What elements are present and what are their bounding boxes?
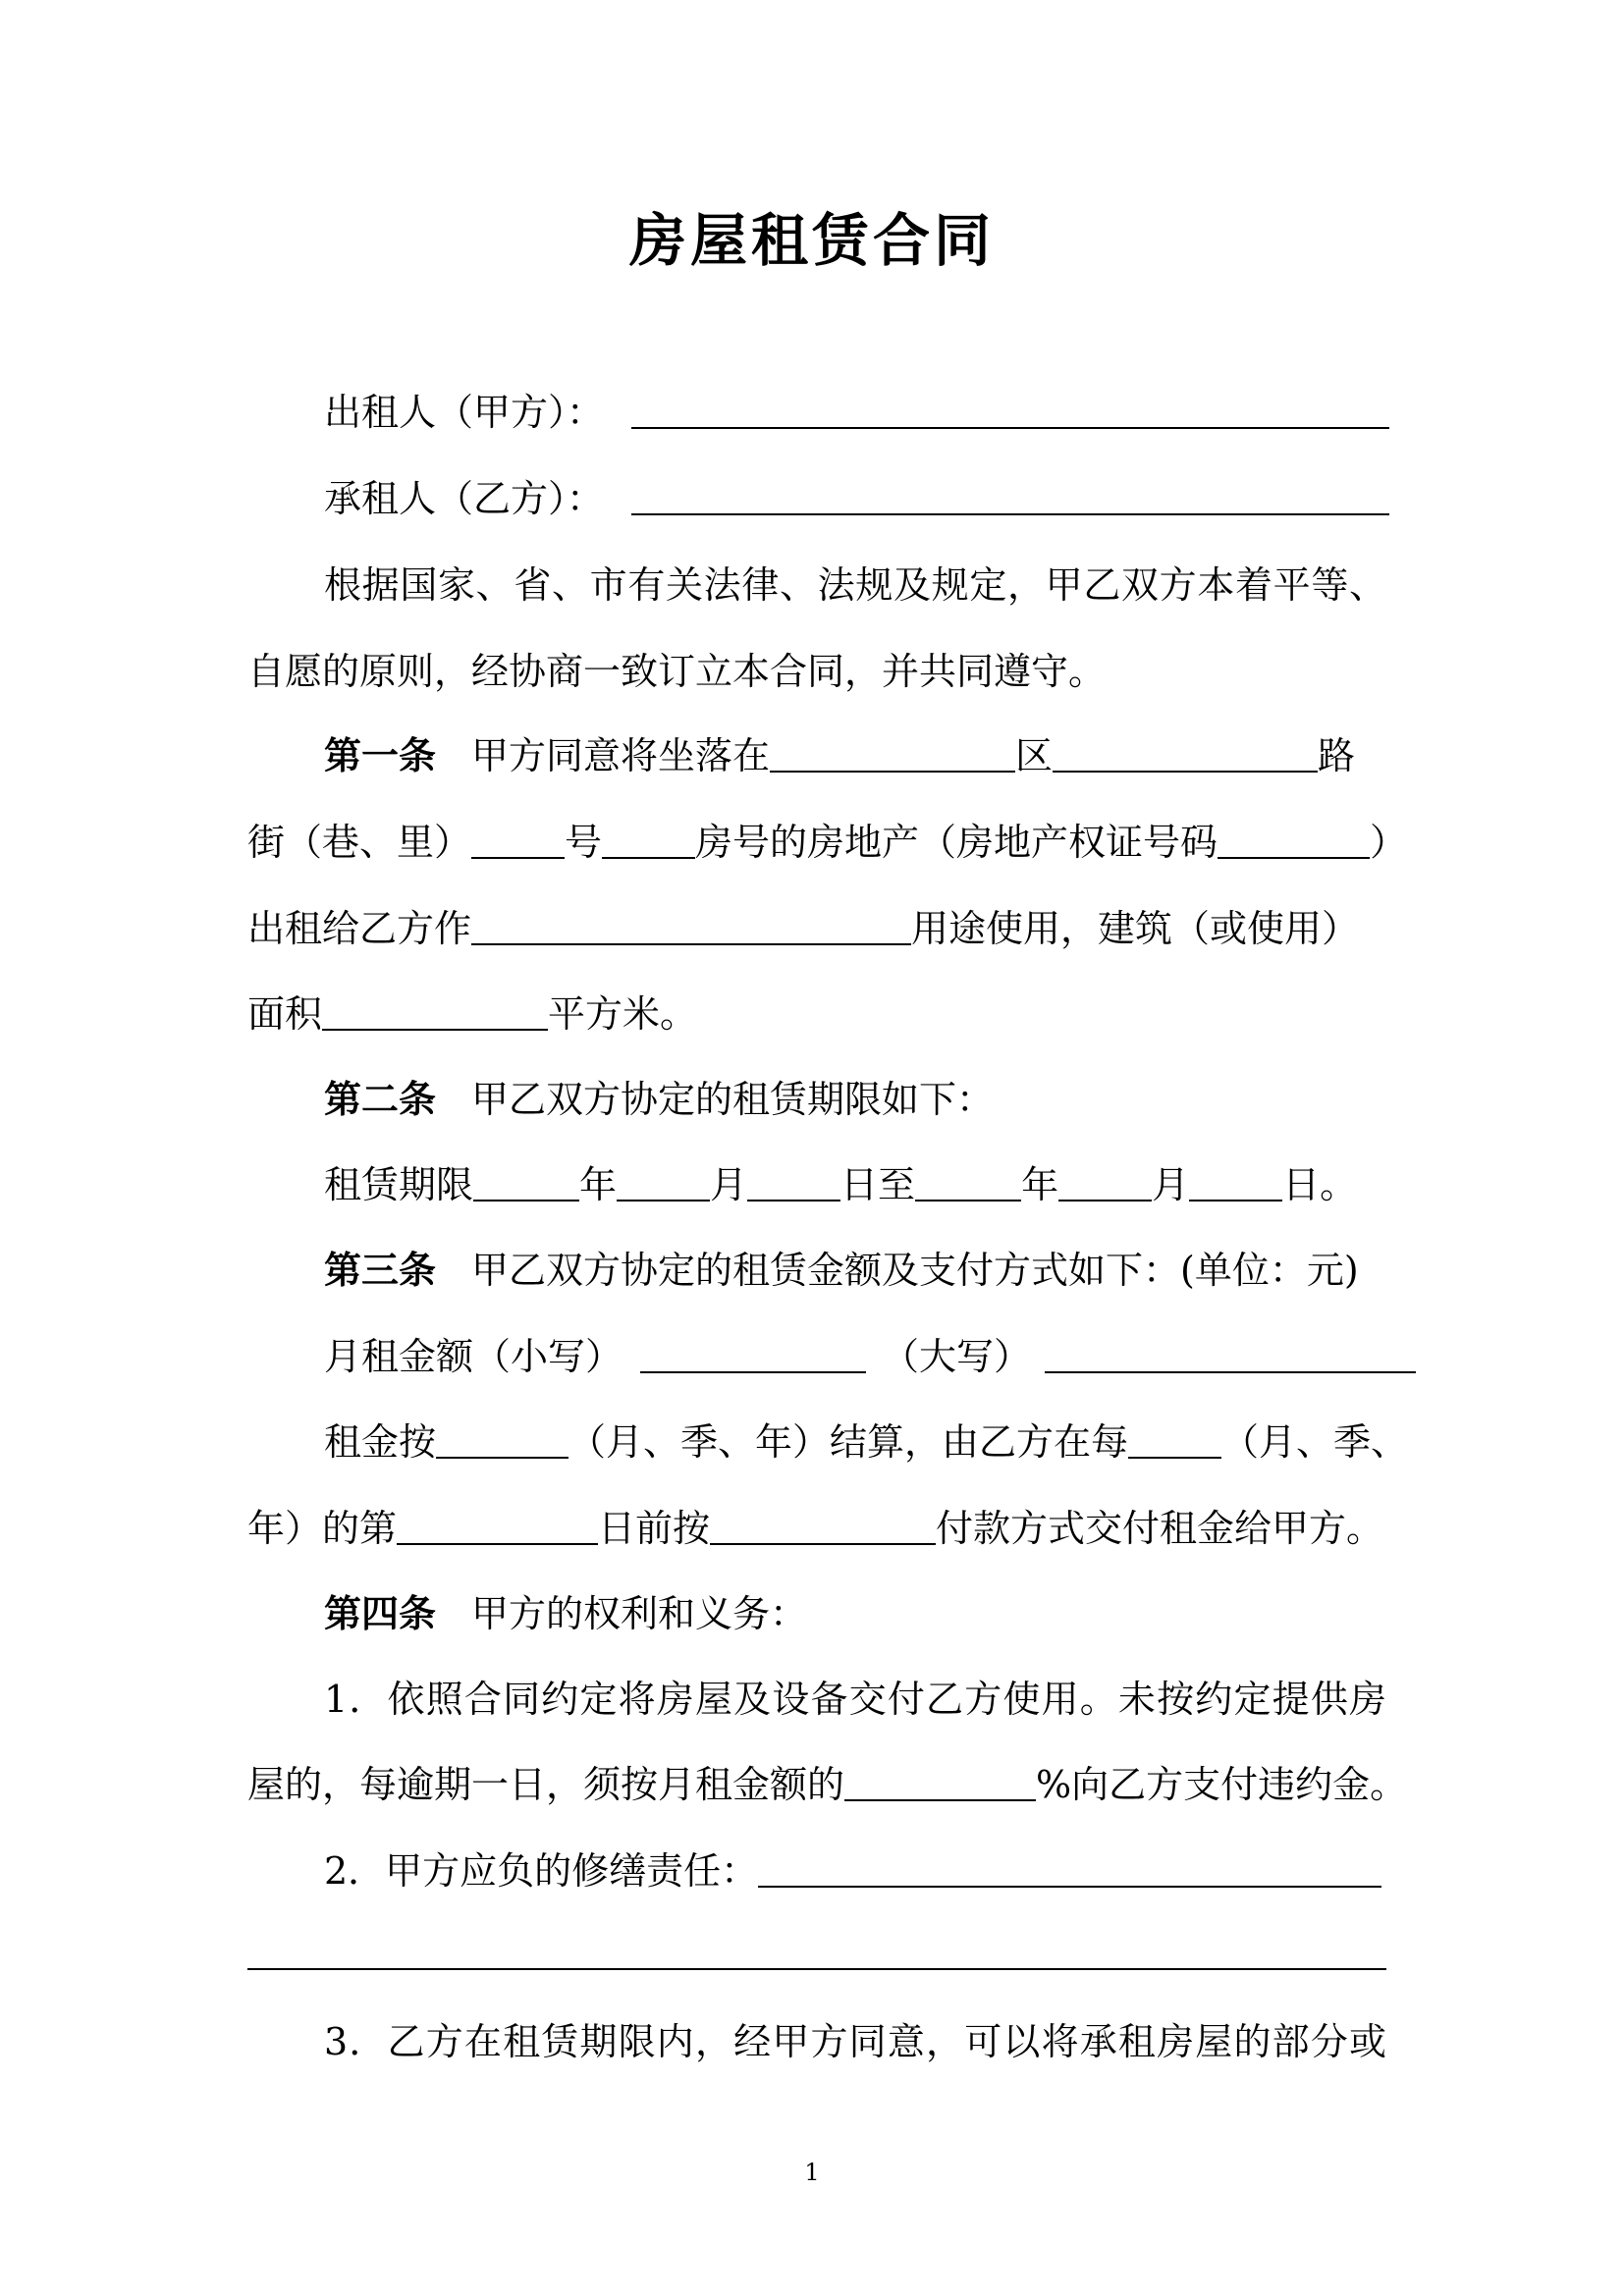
area-unit: 平方米。 <box>548 992 698 1036</box>
article1-line-3 <box>247 899 1386 958</box>
lessee-line <box>324 469 1386 528</box>
payment-line-1 <box>324 1413 1409 1471</box>
lessor-label: 出租人（甲方）： <box>324 391 605 434</box>
closing-paren: ） <box>1370 821 1408 864</box>
article2-line-1 <box>324 1070 1386 1129</box>
article4-item1-line1: 1．依照合同约定将房屋及设备交付乙方使用。未按约定提供房 <box>324 1678 1386 1721</box>
end-month-blank[interactable] <box>1058 1160 1152 1201</box>
year-label: 年 <box>1021 1163 1059 1206</box>
repair-label: 2．甲方应负的修缮责任： <box>324 1849 759 1893</box>
start-year-blank[interactable] <box>473 1160 579 1201</box>
area-blank[interactable] <box>322 989 548 1031</box>
article1-line-2 <box>247 813 1408 872</box>
pay-day-label: 年）的第 <box>247 1507 398 1550</box>
lessor-blank[interactable] <box>631 388 1389 429</box>
rent-big-blank[interactable] <box>1045 1332 1416 1373</box>
area-label: 面积 <box>247 992 323 1036</box>
period-label: 租赁期限 <box>324 1163 474 1206</box>
penalty-label: 屋的，每逾期一日，须按月租金额的 <box>247 1763 845 1806</box>
settlement-label: （月、季、年）结算，由乙方在每 <box>568 1420 1129 1464</box>
page-number: 1 <box>804 2159 820 2186</box>
period-blank[interactable] <box>1128 1417 1221 1459</box>
month-label: 月 <box>1152 1163 1190 1206</box>
article4-text: 甲方的权利和义务： <box>471 1592 808 1635</box>
document-title: 房屋租赁合同 <box>628 207 995 274</box>
lessee-blank[interactable] <box>631 474 1389 515</box>
end-day-blank[interactable] <box>1189 1160 1282 1201</box>
room-blank[interactable] <box>602 818 695 859</box>
day-end-label: 日。 <box>1282 1163 1358 1206</box>
article3-text: 甲乙双方协定的租赁金额及支付方式如下：(单位：元) <box>471 1249 1359 1292</box>
district-blank[interactable] <box>770 731 1015 773</box>
article1-line-4 <box>247 985 1386 1043</box>
rent-small-label: 月租金额（小写） <box>324 1335 623 1378</box>
article2-heading: 第二条 <box>324 1077 437 1121</box>
repair-blank-continued[interactable] <box>247 1968 1386 1970</box>
settlement-blank[interactable] <box>436 1417 568 1459</box>
article4-item2-line <box>324 1842 1386 1900</box>
number-blank[interactable] <box>471 818 565 859</box>
certificate-blank[interactable] <box>1218 818 1370 859</box>
article4-line-1 <box>324 1584 1386 1643</box>
article1-text: 甲方同意将坐落在 <box>471 734 771 777</box>
lease-purpose-label: 出租给乙方作 <box>247 907 472 950</box>
article3-line-1 <box>324 1241 1386 1300</box>
rent-amount-line <box>324 1327 1386 1386</box>
end-year-blank[interactable] <box>915 1160 1021 1201</box>
pay-method-blank[interactable] <box>710 1504 936 1545</box>
article4-heading: 第四条 <box>324 1591 437 1635</box>
lessor-line <box>324 383 1386 442</box>
pay-basis-label: 租金按 <box>324 1420 437 1464</box>
intro-line-1: 根据国家、省、市有关法律、法规及规定，甲乙双方本着平等、 <box>324 563 1386 607</box>
intro-line-2: 自愿的原则，经协商一致订立本合同，并共同遵守。 <box>247 650 1107 693</box>
article3-heading: 第三条 <box>324 1248 437 1292</box>
start-day-blank[interactable] <box>747 1160 840 1201</box>
pay-day-blank[interactable] <box>397 1504 598 1545</box>
lessee-label: 承租人（乙方）： <box>324 477 605 520</box>
year-label: 年 <box>579 1163 618 1206</box>
article2-text: 甲乙双方协定的租赁期限如下： <box>471 1078 995 1121</box>
road-blank[interactable] <box>1053 731 1318 773</box>
penalty-suffix: %向乙方支付违约金。 <box>1036 1763 1408 1806</box>
purpose-blank[interactable] <box>471 904 911 945</box>
penalty-rate-blank[interactable] <box>844 1760 1036 1801</box>
district-label: 区 <box>1015 734 1054 777</box>
street-label: 街（巷、里） <box>247 821 472 864</box>
article4-item1-line2 <box>247 1755 1408 1814</box>
article1-line-1 <box>324 726 1386 785</box>
month-label: 月 <box>710 1163 748 1206</box>
article1-heading: 第一条 <box>324 733 437 777</box>
purpose-suffix: 用途使用，建筑（或使用） <box>911 907 1360 950</box>
start-month-blank[interactable] <box>617 1160 710 1201</box>
day-to-label: 日至 <box>840 1163 916 1206</box>
article4-item3-line: 3．乙方在租赁期限内，经甲方同意，可以将承租房屋的部分或 <box>324 2020 1386 2063</box>
rent-small-blank[interactable] <box>640 1332 866 1373</box>
lease-period-line <box>324 1155 1386 1214</box>
road-label: 路 <box>1318 734 1356 777</box>
pay-method-label: 日前按 <box>598 1507 711 1550</box>
pay-suffix: 付款方式交付租金给甲方。 <box>936 1507 1384 1550</box>
rent-big-label: （大写） <box>882 1335 1032 1378</box>
period-options: （月、季、 <box>1221 1420 1409 1464</box>
number-label: 号 <box>565 821 603 864</box>
property-label: 房号的房地产（房地产权证号码 <box>695 821 1218 864</box>
repair-blank[interactable] <box>758 1846 1381 1888</box>
payment-line-2 <box>247 1499 1386 1558</box>
